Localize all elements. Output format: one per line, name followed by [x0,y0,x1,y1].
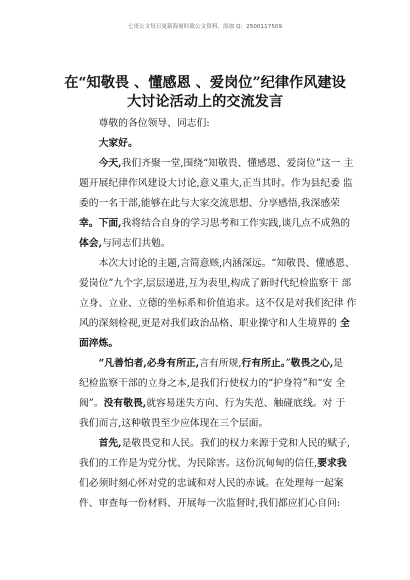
para1-line5-bold: 体会, [79,238,103,249]
paragraph-2-line-4 [79,314,348,334]
para3-quote-part2: 言有所规, [199,358,242,369]
para3-quote-close: ” [285,358,291,369]
paragraph-2-line-2: 爱岗位”九个字,层层递进,互为表里,构成了新时代纪检监察干 部 [79,278,352,289]
paragraph-3-line-2: 纪检监察干部的立身之本,是我们行使权力的“护身符”和“安 全 [79,378,346,389]
para3-line1-end: 是 [333,358,344,369]
paragraph-4-line-3: 们必须时刻心怀对党的忠诚和对人民的赤诚。在处理每一起案 [79,478,344,489]
header-watermark-note: 七哥公文每日更新海量时政公文资料，添加 Q：2500117509 [127,24,283,30]
para1-lead: 今天, [98,158,122,169]
paragraph-1-line-5 [79,234,348,254]
paragraph-2-line-3: 立身、立业、立德的坐标系和价值追求。这不仅是对我们纪律 作 [79,298,357,309]
paragraph-3-line-3 [79,394,348,414]
para3-line3-bold: 没有敬畏, [103,398,147,409]
greeting: 大家好。 [98,138,138,149]
document-title [30,74,380,112]
para4-line1-text: 是敬畏党和人民。我们的权力来源于党和人民的赋子, [121,438,351,449]
para1-line4-text: 我将结合自身的学习思考和工作实践,谈几点不成熟的 [121,218,351,229]
para1-line5-text: 与同志们共勉。 [102,238,171,249]
para3-line3-text: 就容易迷失方向、行为失范、触碰底线。对 于 [146,398,346,409]
paragraph-1-line-4 [79,214,351,234]
para1-line4-bold: 幸。下面, [79,218,122,229]
paragraph-4-line-2 [79,454,348,474]
para1-line1-text: 我们齐聚一堂,围绕“知敬畏、懂感恩、爱岗位”这一 主 [121,158,354,169]
para3-quote-part1: “凡善怕者,必身有所正, [98,358,200,369]
paragraph-3-line-1 [79,354,348,374]
paragraph-2-line-5: 面淬炼。 [79,338,119,349]
para4-line2-text: 我们的工作是为党分忧、为民除害。这份沉甸甸的信任, [79,458,318,469]
para2-line4-text: 风的深刻检视,更是对我们政治品格、职业操守和人生境界的 [79,318,340,329]
document-body [79,114,357,514]
paragraph-1-line-1 [79,154,354,174]
paragraph-1-line-3: 委的一名干部,能够在此与大家交流思想、分享感悟,我深感荣 [79,198,340,209]
para4-line2-bold: 要求我 [317,458,347,469]
title-line-1: 在“知敬畏 、懂感恩 、爱岗位”纪律作风建设 [64,75,346,91]
para3-line3-a: 阀”。 [79,398,104,409]
salutation: 尊敬的各位领导、同志们: [98,118,210,129]
title-line-2: 大讨论活动上的交流发言 [126,94,284,110]
paragraph-1-line-2: 题开展纪律作风建设大讨论,意义重大,正当其时。作为县纪委 监 [79,178,353,189]
paragraph-2-line-1: 本次大讨论的主题,言简意赅,内涵深远。“知敬畏、懂感恩、 [98,258,355,269]
paragraph-4-line-1 [79,434,351,454]
para3-reverence-lead: 敬畏之心, [290,358,334,369]
paragraph-3-line-4: 我们而言,这种敬畏至少应体现在三个层面。 [79,418,269,429]
para4-lead: 首先, [98,438,122,449]
paragraph-4-line-4: 件、审查每一份材料、开展每一次监督时,我们都应扪心自问: [79,498,341,509]
para3-quote-part3: 行有所止。 [241,358,286,369]
para2-line4-bold: 全 [339,318,350,329]
